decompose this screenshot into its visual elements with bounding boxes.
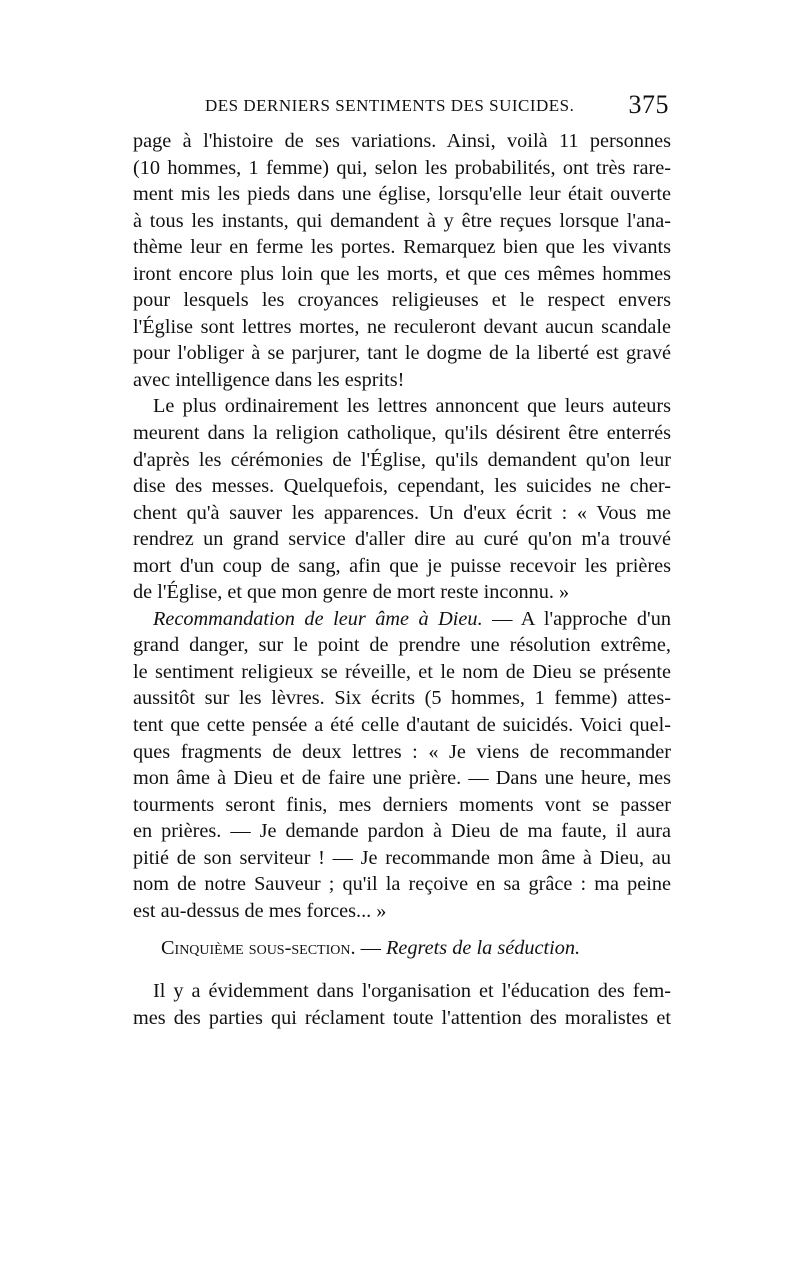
text-line <box>133 606 671 633</box>
text-line: Le plus ordinairement les lettres annoncent que leurs auteurs <box>153 395 671 418</box>
text-line: mort d'un coup de sang, afin que je puisse recevoir les prières <box>133 554 671 577</box>
text-line: meurent dans la religion catholique, qu'ils désirent être enterrés <box>133 422 671 445</box>
running-title: DES DERNIERS SENTIMENTS DES SUICIDES. <box>205 96 575 115</box>
text-line: iront encore plus loin que les morts, et que ces mêmes hommes <box>133 262 671 285</box>
text-line: à tous les instants, qui demandent à y être reçues lorsque l'ana- <box>133 209 671 232</box>
text-line: dise des messes. Quelquefois, cependant, les suicides ne cher- <box>133 475 671 498</box>
paragraph <box>133 606 671 925</box>
text-line: aussitôt sur les lèvres. Six écrits (5 hommes, 1 femme) attes- <box>133 687 671 710</box>
text-line: l'Église sont lettres mortes, ne reculeront devant aucun scandale <box>133 315 671 338</box>
text-line: pour l'obliger à se parjurer, tant le dogme de la liberté est gravé <box>133 342 671 365</box>
text-line: tourments seront finis, mes derniers moments vont se passer <box>133 793 671 816</box>
text-line: de l'Église, et que mon genre de mort reste inconnu. » <box>133 581 570 604</box>
text-line: nom de notre Sauveur ; qu'il la reçoive en sa grâce : ma peine <box>133 873 671 896</box>
text-line: page à l'histoire de ses variations. Ainsi, voilà 11 personnes <box>133 130 671 152</box>
section-dash: — <box>360 937 381 960</box>
section-heading <box>133 935 671 962</box>
text-line: chent qu'à sauver les apparences. Un d'eux écrit : « Vous me <box>133 501 671 524</box>
page-number: 375 <box>628 90 669 119</box>
running-head <box>205 90 675 124</box>
paragraph <box>133 128 671 393</box>
text-line: mon âme à Dieu et de faire une prière. — Dans une heure, mes <box>133 767 671 790</box>
text-line: Il y a évidemment dans l'organisation et l'éducation des fem- <box>153 979 671 1002</box>
section-title: Regrets de la séduction. <box>385 937 581 960</box>
text-line: grand danger, sur le point de prendre une résolution extrême, <box>133 634 671 657</box>
text-line: (10 hommes, 1 femme) qui, selon les probabilités, ont très rare- <box>133 156 671 179</box>
text-line: rendrez un grand service d'aller dire au curé qu'on m'a trouvé <box>133 528 671 551</box>
text-line: pitié de son serviteur ! — Je recommande mon âme à Dieu, au <box>133 846 671 869</box>
text-line: avec intelligence dans les esprits! <box>133 368 405 391</box>
text-line: d'après les cérémonies de l'Église, qu'ils demandent qu'on leur <box>133 448 671 471</box>
text-line: thème leur en ferme les portes. Remarquez bien que les vivants <box>133 236 671 259</box>
text-line: est au-dessus de mes forces... » <box>133 899 387 922</box>
text-line: le sentiment religieux se réveille, et le nom de Dieu se présente <box>133 660 671 683</box>
text-line: tent que cette pensée a été celle d'autant de suicidés. Voici quel- <box>133 714 671 737</box>
paragraph-heading: Recommandation de leur âme à Dieu. <box>153 607 483 630</box>
page-body <box>133 128 671 1031</box>
paragraph <box>133 978 671 1031</box>
text-fragment: — A l'approche d'un <box>492 607 671 630</box>
paragraph <box>133 393 671 605</box>
text-line: en prières. — Je demande pardon à Dieu de ma faute, il aura <box>133 820 671 843</box>
text-line: ment mis les pieds dans une église, lorsqu'elle leur était ouverte <box>133 183 671 206</box>
text-line: pour lesquels les croyances religieuses et le respect envers <box>133 289 671 312</box>
text-line: mes des parties qui réclament toute l'attention des moralistes et <box>133 1006 671 1029</box>
section-label: Cinquième sous-section. <box>161 937 356 960</box>
text-line: ques fragments de deux lettres : « Je viens de recommander <box>133 740 671 763</box>
